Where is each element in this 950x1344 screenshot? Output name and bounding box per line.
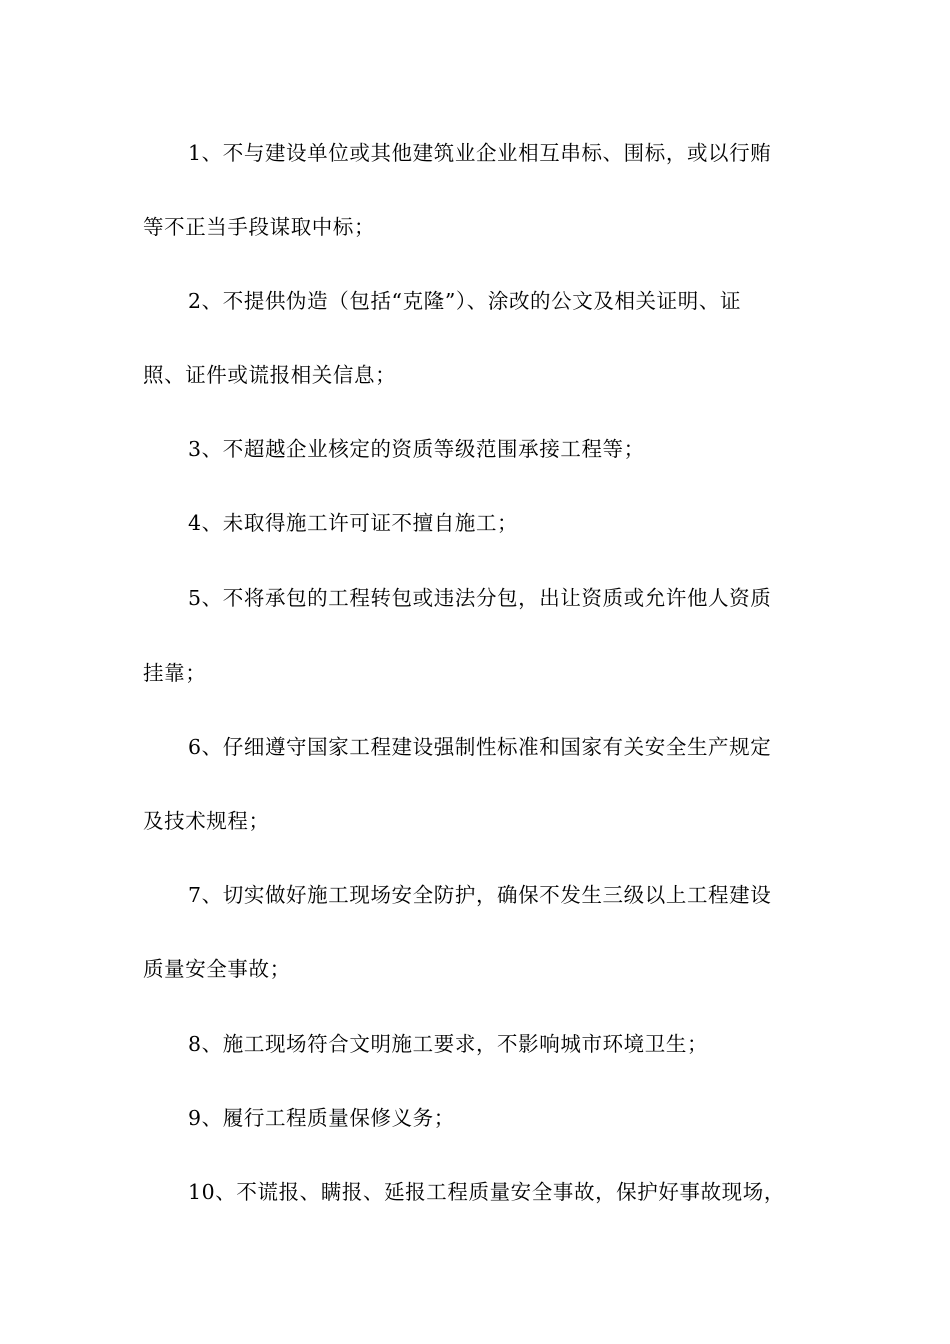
clause-10-line-1: 10、不谎报、瞒报、延报工程质量安全事故，保护好事故现场， [188,1180,785,1204]
clause-7-line-1: 7、切实做好施工现场安全防护，确保不发生三级以上工程建设 [188,883,772,907]
clause-2-line-1: 2、不提供伪造（包括“克隆”）、涂改的公文及相关证明、证 [188,289,742,313]
clause-5-line-1: 5、不将承包的工程转包或违法分包，出让资质或允许他人资质 [188,586,772,610]
clause-5-line-2: 挂靠； [143,661,207,685]
clause-6-line-1: 6、仔细遵守国家工程建设强制性标准和国家有关安全生产规定 [188,735,772,759]
clause-4: 4、未取得施工许可证不擅自施工； [188,511,519,535]
clause-8: 8、施工现场符合文明施工要求，不影响城市环境卫生； [188,1032,709,1056]
clause-7-line-2: 质量安全事故； [143,957,291,981]
clause-2-line-2: 照、证件或谎报相关信息； [143,363,397,387]
clause-3: 3、不超越企业核定的资质等级范围承接工程等； [188,437,645,461]
clause-9: 9、履行工程质量保修义务； [188,1106,455,1130]
clause-1-line-2: 等不正当手段谋取中标； [143,215,376,239]
clause-6-line-2: 及技术规程； [143,809,270,833]
clause-1-line-1: 1、不与建设单位或其他建筑业企业相互串标、围标，或以行贿 [188,141,772,165]
